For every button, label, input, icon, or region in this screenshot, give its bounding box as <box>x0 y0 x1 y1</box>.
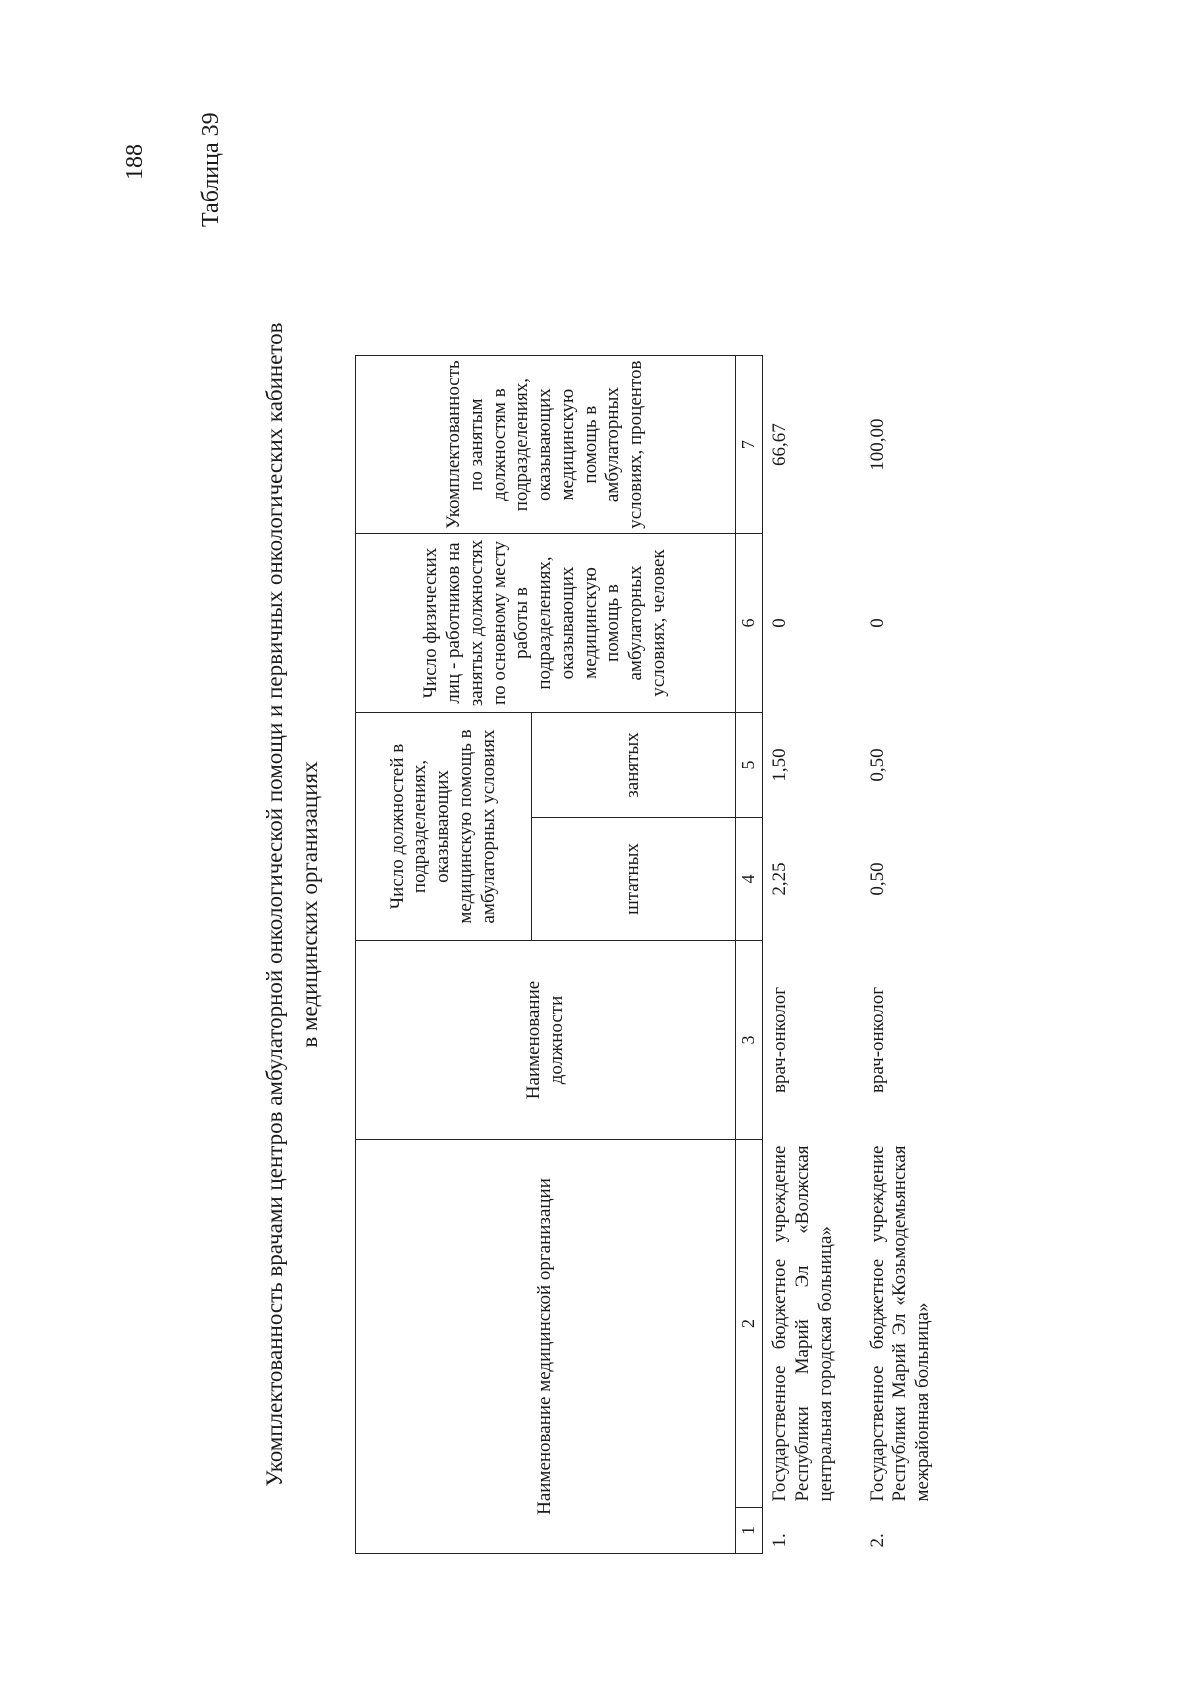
header-position-name: Наименование должности <box>356 941 736 1140</box>
row-occupied: 0,50 <box>866 748 888 782</box>
table-label: Таблица 39 <box>198 112 224 227</box>
column-number-6: 6 <box>736 534 763 713</box>
row-position: врач-онколог <box>769 987 790 1093</box>
column-number-3: 3 <box>736 941 763 1140</box>
header-positions-count: Число должностей в подразделениях, оказывающих медицинскую помощь в амбулаторных условиях <box>356 713 532 941</box>
table-title-line2: в медицинских организациях <box>297 761 322 1048</box>
header-staff: штатных <box>532 818 736 941</box>
row-index: 1. <box>769 1533 790 1548</box>
header-individuals: Число физических лиц - работников на занятых должностях по основному месту работы в подразделениях, оказывающих медицинскую помощь в амбулаторных условиях, человек <box>356 534 736 713</box>
table-row <box>763 356 861 1554</box>
row-index: 2. <box>866 1533 888 1548</box>
row-staff: 2,25 <box>769 862 790 896</box>
column-number-4: 4 <box>736 818 763 941</box>
row-staff: 0,50 <box>866 862 888 896</box>
row-organization: Государственное бюджетное учреждение Республики Марий Эл «Козьмодемьянская межрайонная больница» <box>866 1145 934 1502</box>
header-org-name: Наименование медицинской организации <box>356 1140 736 1554</box>
row-individuals: 0 <box>866 618 888 628</box>
column-number-2: 2 <box>736 1140 763 1508</box>
page-number: 188 <box>122 144 148 180</box>
header-occupied: занятых <box>532 713 736 818</box>
column-number-5: 5 <box>736 713 763 818</box>
row-occupied: 1,50 <box>769 748 790 782</box>
table-row <box>861 356 959 1554</box>
header-staffing: Укомплектованность по занятым должностям в подразделениях, оказывающих медицинскую помощь в амбулаторных условиях, процентов <box>356 356 736 534</box>
row-position: врач-онколог <box>866 987 888 1093</box>
column-number-1: 1 <box>736 1508 763 1554</box>
row-organization: Государственное бюджетное учреждение Республики Марий Эл «Волжская центральная городская больница» <box>769 1145 836 1502</box>
table-title-line1: Укомплектованность врачами центров амбулаторной онкологической помощи и первичных онкологических кабинетов <box>262 322 287 1487</box>
row-staffing: 66,67 <box>769 423 790 467</box>
row-staffing: 100,00 <box>866 418 888 471</box>
row-individuals: 0 <box>769 618 790 628</box>
column-number-7: 7 <box>736 356 763 534</box>
staffing-table <box>355 355 959 1554</box>
